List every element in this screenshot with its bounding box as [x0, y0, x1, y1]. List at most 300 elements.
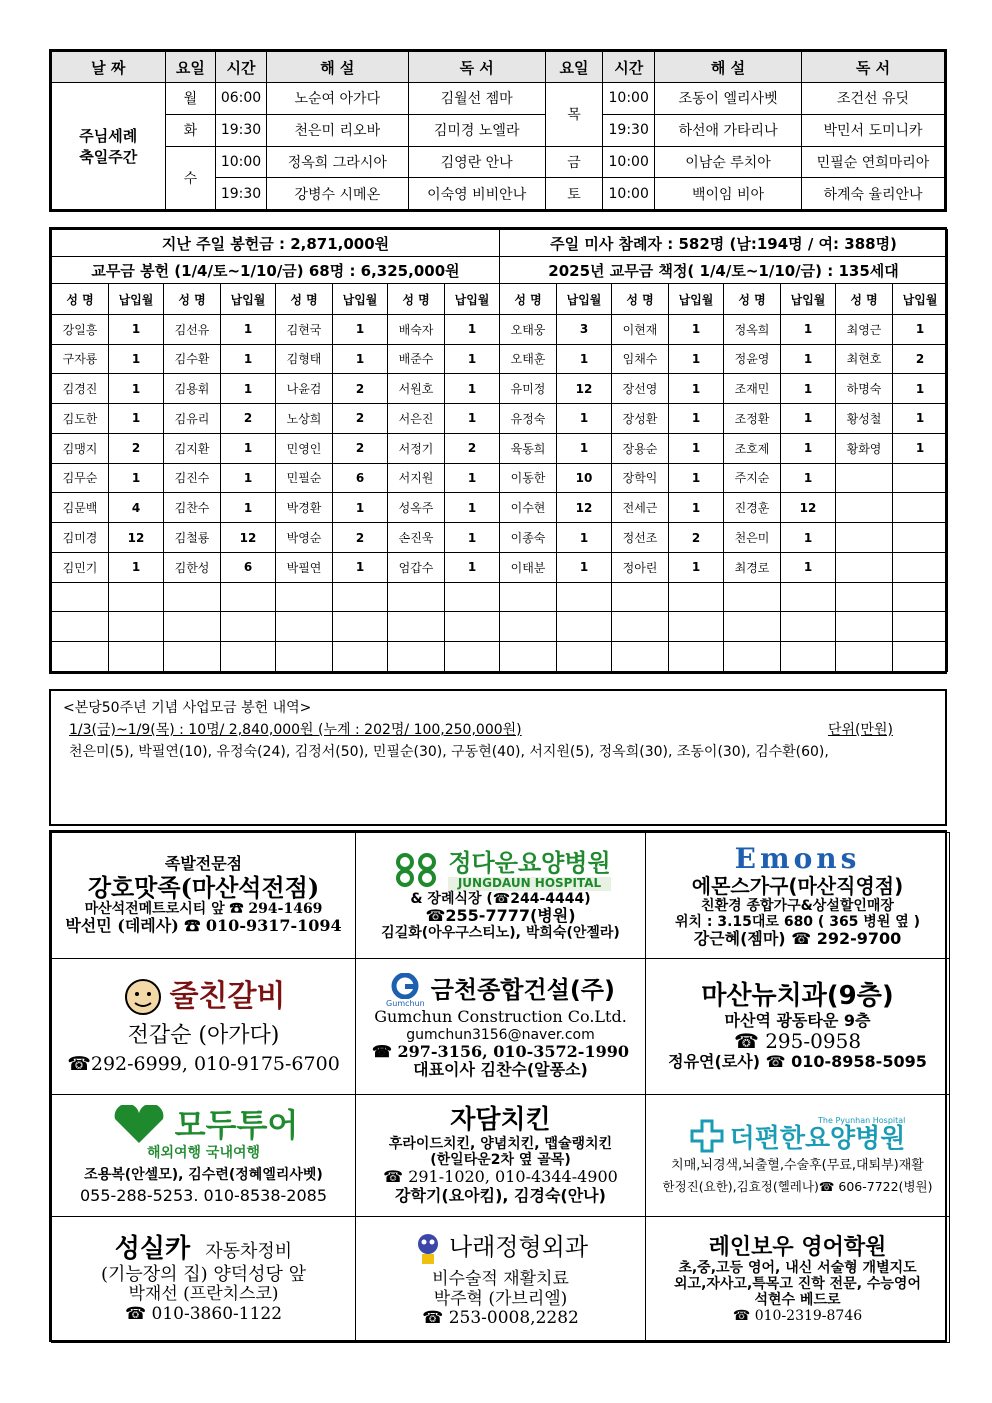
col-name: 성 명: [500, 284, 557, 314]
paid-months: [669, 612, 724, 642]
paid-months: 1: [109, 404, 164, 434]
ad-phone: ☎ 010-2319-8746: [732, 1308, 863, 1325]
donor-name: 구자룡: [52, 344, 109, 374]
paid-months: 1: [333, 493, 388, 523]
ad-jadam-chicken: [356, 1095, 646, 1217]
paid-months: 2: [669, 523, 724, 553]
donor-name: 하명숙: [836, 374, 893, 404]
donor-name: [612, 582, 669, 612]
paid-months: 1: [221, 463, 276, 493]
reading-cell: 김미경 노엘라: [408, 114, 545, 146]
reading-cell: 박민서 도미니카: [802, 114, 945, 146]
donor-name: [164, 582, 221, 612]
col-month: 납입월: [109, 284, 164, 314]
col-month: 납입월: [669, 284, 724, 314]
ad-text: 조용복(안셀모), 김수련(정혜엘리사벳): [84, 1167, 323, 1184]
donor-name: 정아린: [612, 552, 669, 582]
donor-name: [724, 642, 781, 672]
paid-months: [333, 582, 388, 612]
donor-name: 김선유: [164, 314, 221, 344]
commentary-cell: 노순여 아가다: [266, 83, 408, 115]
donor-name: [836, 612, 893, 642]
donor-name: 정윤영: [724, 344, 781, 374]
paid-months: [333, 642, 388, 672]
medical-cross-icon: [690, 1119, 724, 1153]
gumchun-g-icon: [388, 973, 422, 999]
ad-phone: 한정진(요한),김효정(헬레나)☎ 606-7722(병원): [662, 1179, 933, 1195]
donor-name: 민영인: [276, 433, 333, 463]
paid-months: 3: [557, 314, 612, 344]
ad-phone: 강근혜(젬마) ☎ 292-9700: [693, 928, 902, 948]
paid-months: 1: [669, 344, 724, 374]
ad-text: 마산역 광동타운 9층: [724, 1010, 871, 1030]
paid-months: 1: [333, 552, 388, 582]
paid-months: [557, 612, 612, 642]
donor-name: 조호제: [724, 433, 781, 463]
paid-months: 12: [557, 493, 612, 523]
ad-text: (기능장의 집) 양덕성당 앞: [100, 1263, 307, 1285]
ads-grid: [49, 830, 947, 1342]
col-commentary-2: 해 설: [655, 52, 802, 83]
donor-name: [836, 463, 893, 493]
ad-text: 마산석전메트로시티 앞 ☎ 294-1469: [84, 901, 323, 918]
ad-text: 자동차정비: [205, 1240, 293, 1262]
ad-phone: ☎ 297-3156, 010-3572-1990: [372, 1041, 629, 1061]
donor-name: [836, 582, 893, 612]
col-month: 납입월: [557, 284, 612, 314]
ad-text: 위치 : 3.15대로 680 ( 365 병원 옆 ): [674, 913, 921, 930]
schedule-row: [52, 83, 945, 115]
reading-schedule: [49, 49, 947, 212]
donor-name: 나윤검: [276, 374, 333, 404]
ad-title: 금천종합건설(주): [430, 976, 615, 1005]
day-cell: 금: [545, 146, 603, 178]
ad-text: 초,중,고등 영어, 내신 서술형 개별지도: [678, 1259, 917, 1276]
donor-name: 배준수: [388, 344, 445, 374]
paid-months: 1: [221, 433, 276, 463]
anniversary-title: <본당50주년 기념 사업모금 봉헌 내역>: [63, 700, 312, 716]
donor-name: 민필순: [276, 463, 333, 493]
donor-name: [500, 642, 557, 672]
paid-months: 1: [557, 404, 612, 434]
paid-months: [557, 642, 612, 672]
ad-gangho-jokbal: [52, 833, 356, 959]
paid-months: 1: [781, 314, 836, 344]
donor-name: 육동희: [500, 433, 557, 463]
offering-summary-row: [52, 257, 948, 284]
jungdaun-logo: [359, 850, 642, 891]
paid-months: [445, 612, 500, 642]
paid-months: 1: [445, 463, 500, 493]
paid-months: 6: [221, 552, 276, 582]
donor-name: [276, 612, 333, 642]
donor-name: 김찬수: [164, 493, 221, 523]
donor-name: [612, 642, 669, 672]
paid-months: 1: [221, 314, 276, 344]
ad-text: 전갑순 (아가다): [127, 1022, 280, 1048]
paid-months: 1: [781, 433, 836, 463]
time-cell: 10:00: [603, 178, 655, 210]
paid-months: [445, 582, 500, 612]
offering-row: [52, 374, 948, 404]
donor-name: 조재민: [724, 374, 781, 404]
ad-deopyeonhan-hospital: [646, 1095, 950, 1217]
paid-months: [893, 463, 948, 493]
col-name: 성 명: [164, 284, 221, 314]
time-cell: 19:30: [216, 178, 267, 210]
commentary-cell: 강병수 시메온: [266, 178, 408, 210]
col-reading: 독 서: [408, 52, 545, 83]
paid-months: [893, 642, 948, 672]
col-month: 납입월: [221, 284, 276, 314]
ad-title: 레인보우 영어학원: [708, 1234, 887, 1260]
paid-months: 2: [445, 433, 500, 463]
paid-months: 6: [333, 463, 388, 493]
paid-months: [893, 612, 948, 642]
col-name: 성 명: [724, 284, 781, 314]
paid-months: 2: [333, 404, 388, 434]
paid-months: 2: [221, 404, 276, 434]
col-date: 날 짜: [52, 52, 166, 83]
col-month: 납입월: [445, 284, 500, 314]
offering-row: [52, 433, 948, 463]
deopyeonhan-logo: [649, 1116, 946, 1155]
donor-name: 최영근: [836, 314, 893, 344]
ad-title: 나래정형외과: [448, 1233, 589, 1262]
ad-text: 족발전문점: [164, 854, 243, 874]
donor-name: [164, 612, 221, 642]
ad-text: 대표이사 김찬수(알퐁소): [413, 1060, 588, 1080]
offering-row: [52, 404, 948, 434]
commentary-cell: 하선애 가타리나: [655, 114, 802, 146]
sunday-attendance: 주일 미사 참례자 : 582명 (남:194명 / 여: 388명): [500, 230, 948, 257]
dues-plan: 2025년 교무금 책정( 1/4/토~1/10/금) : 135세대: [500, 257, 948, 284]
donor-name: 김민기: [52, 552, 109, 582]
paid-months: 1: [445, 404, 500, 434]
commentary-cell: 천은미 리오바: [266, 114, 408, 146]
paid-months: [781, 642, 836, 672]
col-name: 성 명: [52, 284, 109, 314]
ad-text: (한일타운2차 옆 골목): [430, 1152, 571, 1169]
col-day: 요일: [165, 52, 216, 83]
paid-months: [109, 582, 164, 612]
col-name: 성 명: [388, 284, 445, 314]
ad-text: 친환경 종합가구&상설할인매장: [701, 897, 894, 914]
donor-name: [836, 642, 893, 672]
day-cell: 목: [545, 83, 603, 147]
offering-summary-row: [52, 230, 948, 257]
donor-name: 임채수: [612, 344, 669, 374]
paid-months: 1: [109, 344, 164, 374]
col-day-2: 요일: [545, 52, 603, 83]
donor-name: 김유리: [164, 404, 221, 434]
modetour-logo: [55, 1105, 352, 1145]
ad-text: 치매,뇌경색,뇌출혈,수술후(무료,대퇴부)재활: [671, 1158, 924, 1174]
paid-months: [893, 582, 948, 612]
offering-row: [52, 523, 948, 553]
paid-months: [333, 612, 388, 642]
donor-name: [388, 612, 445, 642]
paid-months: 2: [893, 344, 948, 374]
donor-name: 주지순: [724, 463, 781, 493]
ad-text: 박재선 (프란치스코): [128, 1284, 279, 1305]
ad-text: 강학기(요아킴), 김경숙(안나): [395, 1185, 606, 1205]
time-cell: 10:00: [216, 146, 267, 178]
paid-months: 1: [333, 314, 388, 344]
paid-months: [445, 642, 500, 672]
reading-cell: 조건선 유딧: [802, 83, 945, 115]
donor-name: [724, 582, 781, 612]
donor-name: 강일흥: [52, 314, 109, 344]
paid-months: 1: [333, 344, 388, 374]
paid-months: 12: [221, 523, 276, 553]
ad-title: 에몬스가구(마산직영점): [691, 873, 904, 898]
commentary-cell: 이남순 루치아: [655, 146, 802, 178]
donor-name: 진경훈: [724, 493, 781, 523]
paid-months: 2: [333, 523, 388, 553]
donor-name: 김경진: [52, 374, 109, 404]
donor-name: 황성철: [836, 404, 893, 434]
paid-months: 1: [893, 374, 948, 404]
offering-row: [52, 642, 948, 672]
paid-months: 1: [781, 552, 836, 582]
hospital-cross-icon: [390, 850, 442, 890]
donor-name: [164, 642, 221, 672]
paid-months: 1: [221, 374, 276, 404]
donor-name: 노상희: [276, 404, 333, 434]
week-label: 주님세례 축일주간: [52, 83, 166, 210]
donor-name: [724, 612, 781, 642]
ad-title: 자담치킨: [450, 1105, 551, 1136]
donor-name: 김한성: [164, 552, 221, 582]
offering-header-row: [52, 284, 948, 314]
ad-logo-sub: JUNGDAUN HOSPITAL: [448, 877, 610, 891]
paid-months: 1: [445, 344, 500, 374]
donor-name: [500, 582, 557, 612]
ad-phone: ☎255-7777(병원): [425, 906, 576, 925]
paid-months: 2: [109, 433, 164, 463]
donor-name: 손진욱: [388, 523, 445, 553]
offering-row: [52, 552, 948, 582]
donor-name: 이수현: [500, 493, 557, 523]
commentary-cell: 백이임 비아: [655, 178, 802, 210]
commentary-cell: 조동이 엘리사벳: [655, 83, 802, 115]
donor-name: 김무순: [52, 463, 109, 493]
ad-jungdaun-hospital: [356, 833, 646, 959]
schedule-header-row: [52, 52, 945, 83]
offering-row: [52, 493, 948, 523]
paid-months: 1: [669, 374, 724, 404]
paid-months: 1: [781, 374, 836, 404]
donor-name: 서정기: [388, 433, 445, 463]
donor-name: [388, 642, 445, 672]
paid-months: [669, 642, 724, 672]
donor-name: 배숙자: [388, 314, 445, 344]
time-cell: 10:00: [603, 83, 655, 115]
paid-months: 2: [333, 433, 388, 463]
donor-name: 김문백: [52, 493, 109, 523]
ad-text: & 장례식장 (☎244-4444): [410, 890, 591, 907]
donor-name: 오태웅: [500, 314, 557, 344]
anniversary-fund: [49, 689, 947, 826]
ad-phone: ☎ 010-3860-1122: [124, 1303, 283, 1324]
paid-months: 1: [445, 374, 500, 404]
ad-title: 성실카: [114, 1233, 191, 1264]
donor-name: 정옥희: [724, 314, 781, 344]
day-cell: 월: [165, 83, 216, 115]
ad-gumchun-construction: [356, 959, 646, 1095]
commentary-cell: 정옥희 그라시아: [266, 146, 408, 178]
paid-months: [109, 612, 164, 642]
time-cell: 06:00: [216, 83, 267, 115]
donor-name: 김철룡: [164, 523, 221, 553]
donor-name: 엄갑수: [388, 552, 445, 582]
paid-months: 1: [781, 523, 836, 553]
reading-cell: 김월선 젬마: [408, 83, 545, 115]
offering-row: [52, 314, 948, 344]
donor-name: 천은미: [724, 523, 781, 553]
donor-name: 이현재: [612, 314, 669, 344]
ad-masan-new-dental: [646, 959, 950, 1095]
ad-phone: 정유연(로사) ☎ 010-8958-5095: [668, 1051, 927, 1071]
ad-text: 후라이드치킨, 양념치킨, 맵슐랭치킨: [388, 1135, 613, 1152]
narae-logo: [359, 1230, 642, 1266]
ad-logo-text: 정다운요양병원: [448, 848, 611, 877]
ad-phone: ☎292-6999, 010-9175-6700: [67, 1053, 340, 1076]
col-commentary: 해 설: [266, 52, 408, 83]
ad-phone: ☎ 291-1020, 010-4344-4900: [383, 1167, 618, 1187]
schedule-row: [52, 146, 945, 178]
paid-months: [557, 582, 612, 612]
time-cell: 19:30: [603, 114, 655, 146]
paid-months: [893, 523, 948, 553]
donor-name: 박필연: [276, 552, 333, 582]
paid-months: 10: [557, 463, 612, 493]
anniversary-donors: 천은미(5), 박필연(10), 유정숙(24), 김정서(50), 민필순(30), 구동현(40), 서지원(5), 정옥희(30), 조동이(30), 김수환(60),: [69, 744, 829, 760]
col-month: 납입월: [781, 284, 836, 314]
ad-phone: 055-288-5253. 010-8538-2085: [79, 1186, 328, 1206]
donor-name: 김미경: [52, 523, 109, 553]
ad-phone: ☎ 253-0008,2282: [422, 1308, 579, 1329]
reading-cell: 김영란 안나: [408, 146, 545, 178]
donor-name: 박경환: [276, 493, 333, 523]
mascot-icon: [413, 1230, 443, 1266]
ad-modetour: [52, 1095, 356, 1217]
ad-phone: 박선민 (데레사) ☎ 010-9317-1094: [65, 916, 342, 936]
donor-name: 최경로: [724, 552, 781, 582]
anniversary-unit: 단위(만원): [827, 722, 893, 738]
ad-phone: ☎ 295-0958: [733, 1028, 862, 1053]
day-cell: 화: [165, 114, 216, 146]
donor-name: 서원호: [388, 374, 445, 404]
donor-name: 최현호: [836, 344, 893, 374]
day-cell: 토: [545, 178, 603, 210]
donor-name: [836, 552, 893, 582]
dues-offering: 교무금 봉헌 (1/4/토~1/10/금) 68명 : 6,325,000원: [52, 257, 500, 284]
ad-logo-sub: Gumchun: [386, 999, 425, 1009]
paid-months: 1: [669, 314, 724, 344]
day-cell: 수: [165, 146, 216, 210]
donor-name: 김형태: [276, 344, 333, 374]
donor-name: [276, 582, 333, 612]
offering-row: [52, 344, 948, 374]
donor-name: 유정숙: [500, 404, 557, 434]
emons-logo: Emons: [734, 841, 861, 875]
donor-name: 서지원: [388, 463, 445, 493]
donor-name: 황화영: [836, 433, 893, 463]
offering-section: [49, 227, 947, 674]
ad-logo-text: 더편한요양병원: [729, 1124, 906, 1155]
galbi-logo: [55, 977, 352, 1017]
paid-months: 1: [445, 314, 500, 344]
donor-name: 정선조: [612, 523, 669, 553]
paid-months: 1: [781, 344, 836, 374]
donor-name: [836, 523, 893, 553]
paid-months: 1: [669, 493, 724, 523]
donor-name: 김진수: [164, 463, 221, 493]
donor-name: [52, 642, 109, 672]
donor-name: 전세근: [612, 493, 669, 523]
donor-name: [836, 493, 893, 523]
donor-name: 김수환: [164, 344, 221, 374]
paid-months: 1: [669, 552, 724, 582]
last-week-offering: 지난 주일 봉헌금 : 2,871,000원: [52, 230, 500, 257]
ad-logo-sub: The Pyunhan Hospital: [818, 1116, 906, 1126]
paid-months: 1: [557, 552, 612, 582]
paid-months: 1: [557, 433, 612, 463]
paid-months: 1: [669, 463, 724, 493]
heart-icon: [109, 1105, 169, 1145]
offering-row: [52, 582, 948, 612]
donor-name: 이태분: [500, 552, 557, 582]
ad-logo-text: 줄친갈비: [169, 978, 286, 1014]
ad-narae-orthopedics: [356, 1217, 646, 1343]
paid-months: 1: [781, 404, 836, 434]
paid-months: 1: [221, 493, 276, 523]
donor-name: 김맹지: [52, 433, 109, 463]
paid-months: 1: [669, 404, 724, 434]
ad-text: 박주혁 (가브리엘): [433, 1288, 568, 1309]
ad-title: 마산뉴치과(9층): [701, 980, 894, 1011]
donor-name: [52, 582, 109, 612]
paid-months: 12: [781, 493, 836, 523]
reading-cell: 민필순 연희마리아: [802, 146, 945, 178]
paid-months: [893, 493, 948, 523]
ad-text: 김길화(아우구스티노), 박희숙(안젤라): [381, 925, 620, 942]
ad-email: gumchun3156@naver.com: [406, 1026, 595, 1043]
paid-months: [109, 642, 164, 672]
paid-months: [221, 582, 276, 612]
gumchun-logo: [359, 973, 642, 1008]
time-cell: 19:30: [216, 114, 267, 146]
paid-months: 1: [557, 523, 612, 553]
reading-cell: 하계숙 율리안나: [802, 178, 945, 210]
donor-name: 조정환: [724, 404, 781, 434]
donor-name: [52, 612, 109, 642]
paid-months: 1: [445, 523, 500, 553]
paid-months: 1: [221, 344, 276, 374]
paid-months: 1: [893, 404, 948, 434]
donor-name: 성옥주: [388, 493, 445, 523]
offering-row: [52, 463, 948, 493]
paid-months: 1: [893, 314, 948, 344]
paid-months: 1: [669, 433, 724, 463]
ad-rainbow-english: [646, 1217, 950, 1343]
paid-months: 12: [557, 374, 612, 404]
donor-name: 이동한: [500, 463, 557, 493]
donor-name: [276, 642, 333, 672]
donor-name: 김용휘: [164, 374, 221, 404]
